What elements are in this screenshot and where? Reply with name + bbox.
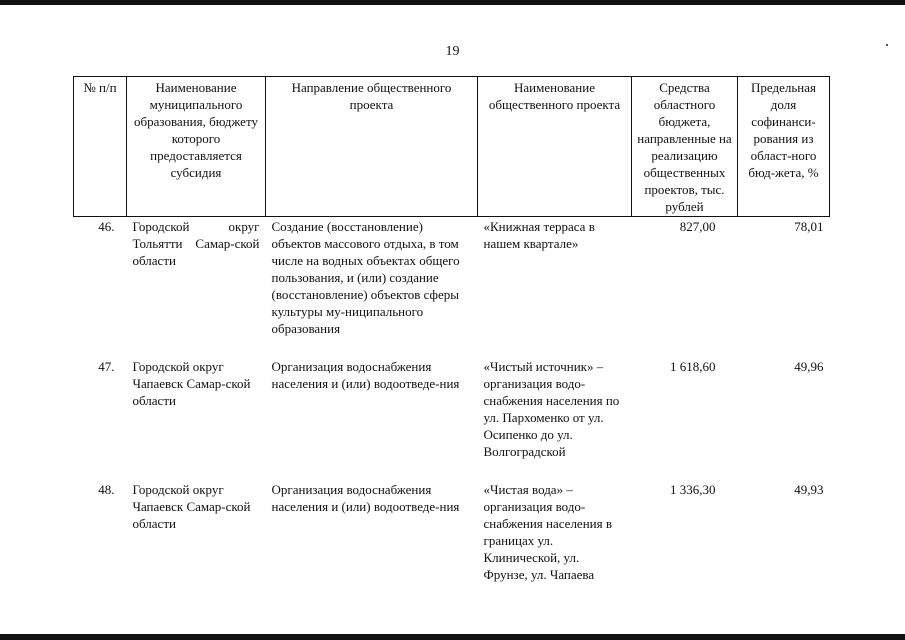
row-municipality: Городской округ Чапаевск Самар-ской области	[132, 359, 251, 408]
scan-speck	[886, 44, 888, 46]
table-row	[74, 480, 830, 603]
scan-top-edge	[0, 0, 905, 5]
scan-bottom-edge	[0, 634, 905, 640]
row-project: «Чистая вода» – организация водо-снабжения населения в границах ул. Клинической, ул. Фрунзе, ул. Чапаева	[483, 482, 612, 582]
row-project: «Чистый источник» – организация водо-снабжения населения по ул. Пархоменко от ул. Осипенко до ул. Волгоградской	[483, 359, 620, 459]
header-project: Наименование общественного проекта	[478, 77, 632, 217]
row-share: 49,93	[794, 482, 824, 497]
row-share: 49,96	[794, 359, 824, 374]
row-share: 78,01	[794, 219, 824, 234]
row-direction: Организация водоснабжения населения и (или) водоотведе-ния	[271, 482, 460, 514]
row-budget: 1 336,30	[670, 482, 716, 497]
row-municipality: Городской округ Тольятти Самар-ской области	[132, 219, 260, 268]
row-number: 46.	[98, 219, 115, 234]
row-budget: 1 618,60	[670, 359, 716, 374]
header-share: Предельная доля софинанси-рования из област-ного бюд-жета, %	[738, 77, 830, 217]
header-number: № п/п	[74, 77, 127, 217]
table-row	[74, 217, 830, 358]
header-direction: Направление общественного проекта	[266, 77, 478, 217]
row-number: 48.	[98, 482, 115, 497]
page-number: 19	[445, 44, 460, 59]
row-municipality: Городской округ Чапаевск Самар-ской области	[132, 482, 251, 531]
table-row	[74, 357, 830, 480]
row-direction: Организация водоснабжения населения и (или) водоотведе-ния	[271, 359, 460, 391]
row-number: 47.	[98, 359, 115, 374]
row-direction: Создание (восстановление) объектов массового отдыха, в том числе на водных объектах общего пользования, и (или) создание (восстановление) объектов сферы культуры му-ниципального образования	[271, 219, 460, 336]
header-budget: Средства областного бюджета, направленные на реализацию общественных проектов, тыс. рублей	[632, 77, 738, 217]
row-budget: 827,00	[679, 219, 716, 234]
row-project: «Книжная терраса в нашем квартале»	[483, 219, 595, 251]
table-header-row	[74, 77, 830, 217]
subsidy-table	[73, 76, 830, 603]
header-municipality: Наименование муниципального образования, бюджету которого предоставляется субсидия	[127, 77, 266, 217]
